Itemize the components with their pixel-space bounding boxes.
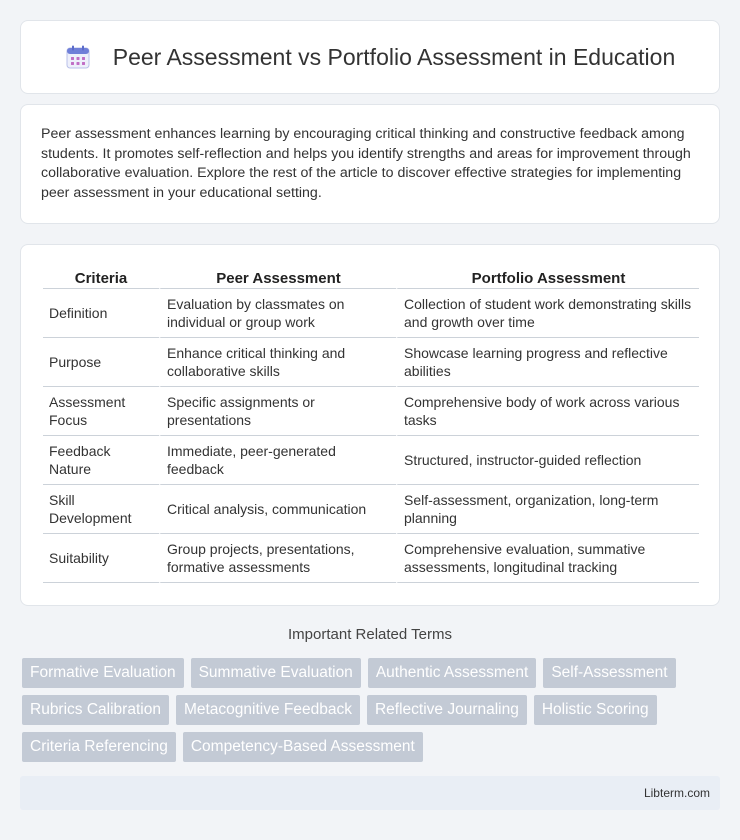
table-row [43,534,699,583]
table-row [43,338,699,387]
header-criteria: Criteria [43,265,159,289]
row-peer: Group projects, presentations, formative assessments [159,534,396,583]
term-tag[interactable]: Competency-Based Assessment [183,732,423,762]
table-row [43,436,699,485]
row-criteria: Suitability [43,534,159,583]
table-header-row [43,265,699,289]
table-row [43,485,699,534]
header-portfolio-assessment: Portfolio Assessment [396,265,699,289]
calendar-icon [65,44,91,70]
term-tag[interactable]: Reflective Journaling [367,695,527,725]
term-tag[interactable]: Summative Evaluation [191,658,361,688]
row-peer: Specific assignments or presentations [159,387,396,436]
term-tag[interactable]: Self-Assessment [543,658,675,688]
intro-card [20,104,720,224]
related-terms-title: Important Related Terms [288,626,452,643]
table-row [43,387,699,436]
term-tag[interactable]: Rubrics Calibration [22,695,169,725]
term-tag[interactable]: Formative Evaluation [22,658,184,688]
row-portfolio: Comprehensive evaluation, summative assessments, longitudinal tracking [396,534,699,583]
footer-site-link[interactable]: Libterm.com [643,786,710,800]
comparison-table [43,265,699,583]
header-card [20,20,720,94]
row-criteria: Skill Development [43,485,159,534]
footer [20,776,720,810]
page-title: Peer Assessment vs Portfolio Assessment in Education [112,43,676,70]
term-tag[interactable]: Metacognitive Feedback [176,695,360,725]
row-portfolio: Collection of student work demonstrating skills and growth over time [396,289,699,338]
related-terms-list [22,658,722,769]
row-peer: Evaluation by classmates on individual or group work [159,289,396,338]
term-tag[interactable]: Criteria Referencing [22,732,176,762]
row-portfolio: Showcase learning progress and reflective abilities [396,338,699,387]
row-portfolio: Structured, instructor-guided reflection [396,436,699,485]
row-portfolio: Comprehensive body of work across various tasks [396,387,699,436]
row-peer: Enhance critical thinking and collaborative skills [159,338,396,387]
row-portfolio: Self-assessment, organization, long-term planning [396,485,699,534]
row-peer: Critical analysis, communication [159,485,396,534]
comparison-card [20,244,720,606]
intro-text: Peer assessment enhances learning by encouraging critical thinking and constructive feedback among students. It promotes self-reflection and helps you identify strengths and areas for improvement through collaborative evaluation. Explore the rest of the article to discover effective strategies for implementing peer assessment in your educational setting. [41,126,691,201]
row-criteria: Feedback Nature [43,436,159,485]
term-tag[interactable]: Holistic Scoring [534,695,657,725]
row-criteria: Purpose [43,338,159,387]
term-tag[interactable]: Authentic Assessment [368,658,537,688]
row-peer: Immediate, peer-generated feedback [159,436,396,485]
header-peer-assessment: Peer Assessment [159,265,396,289]
row-criteria: Definition [43,289,159,338]
table-row [43,289,699,338]
row-criteria: Assessment Focus [43,387,159,436]
